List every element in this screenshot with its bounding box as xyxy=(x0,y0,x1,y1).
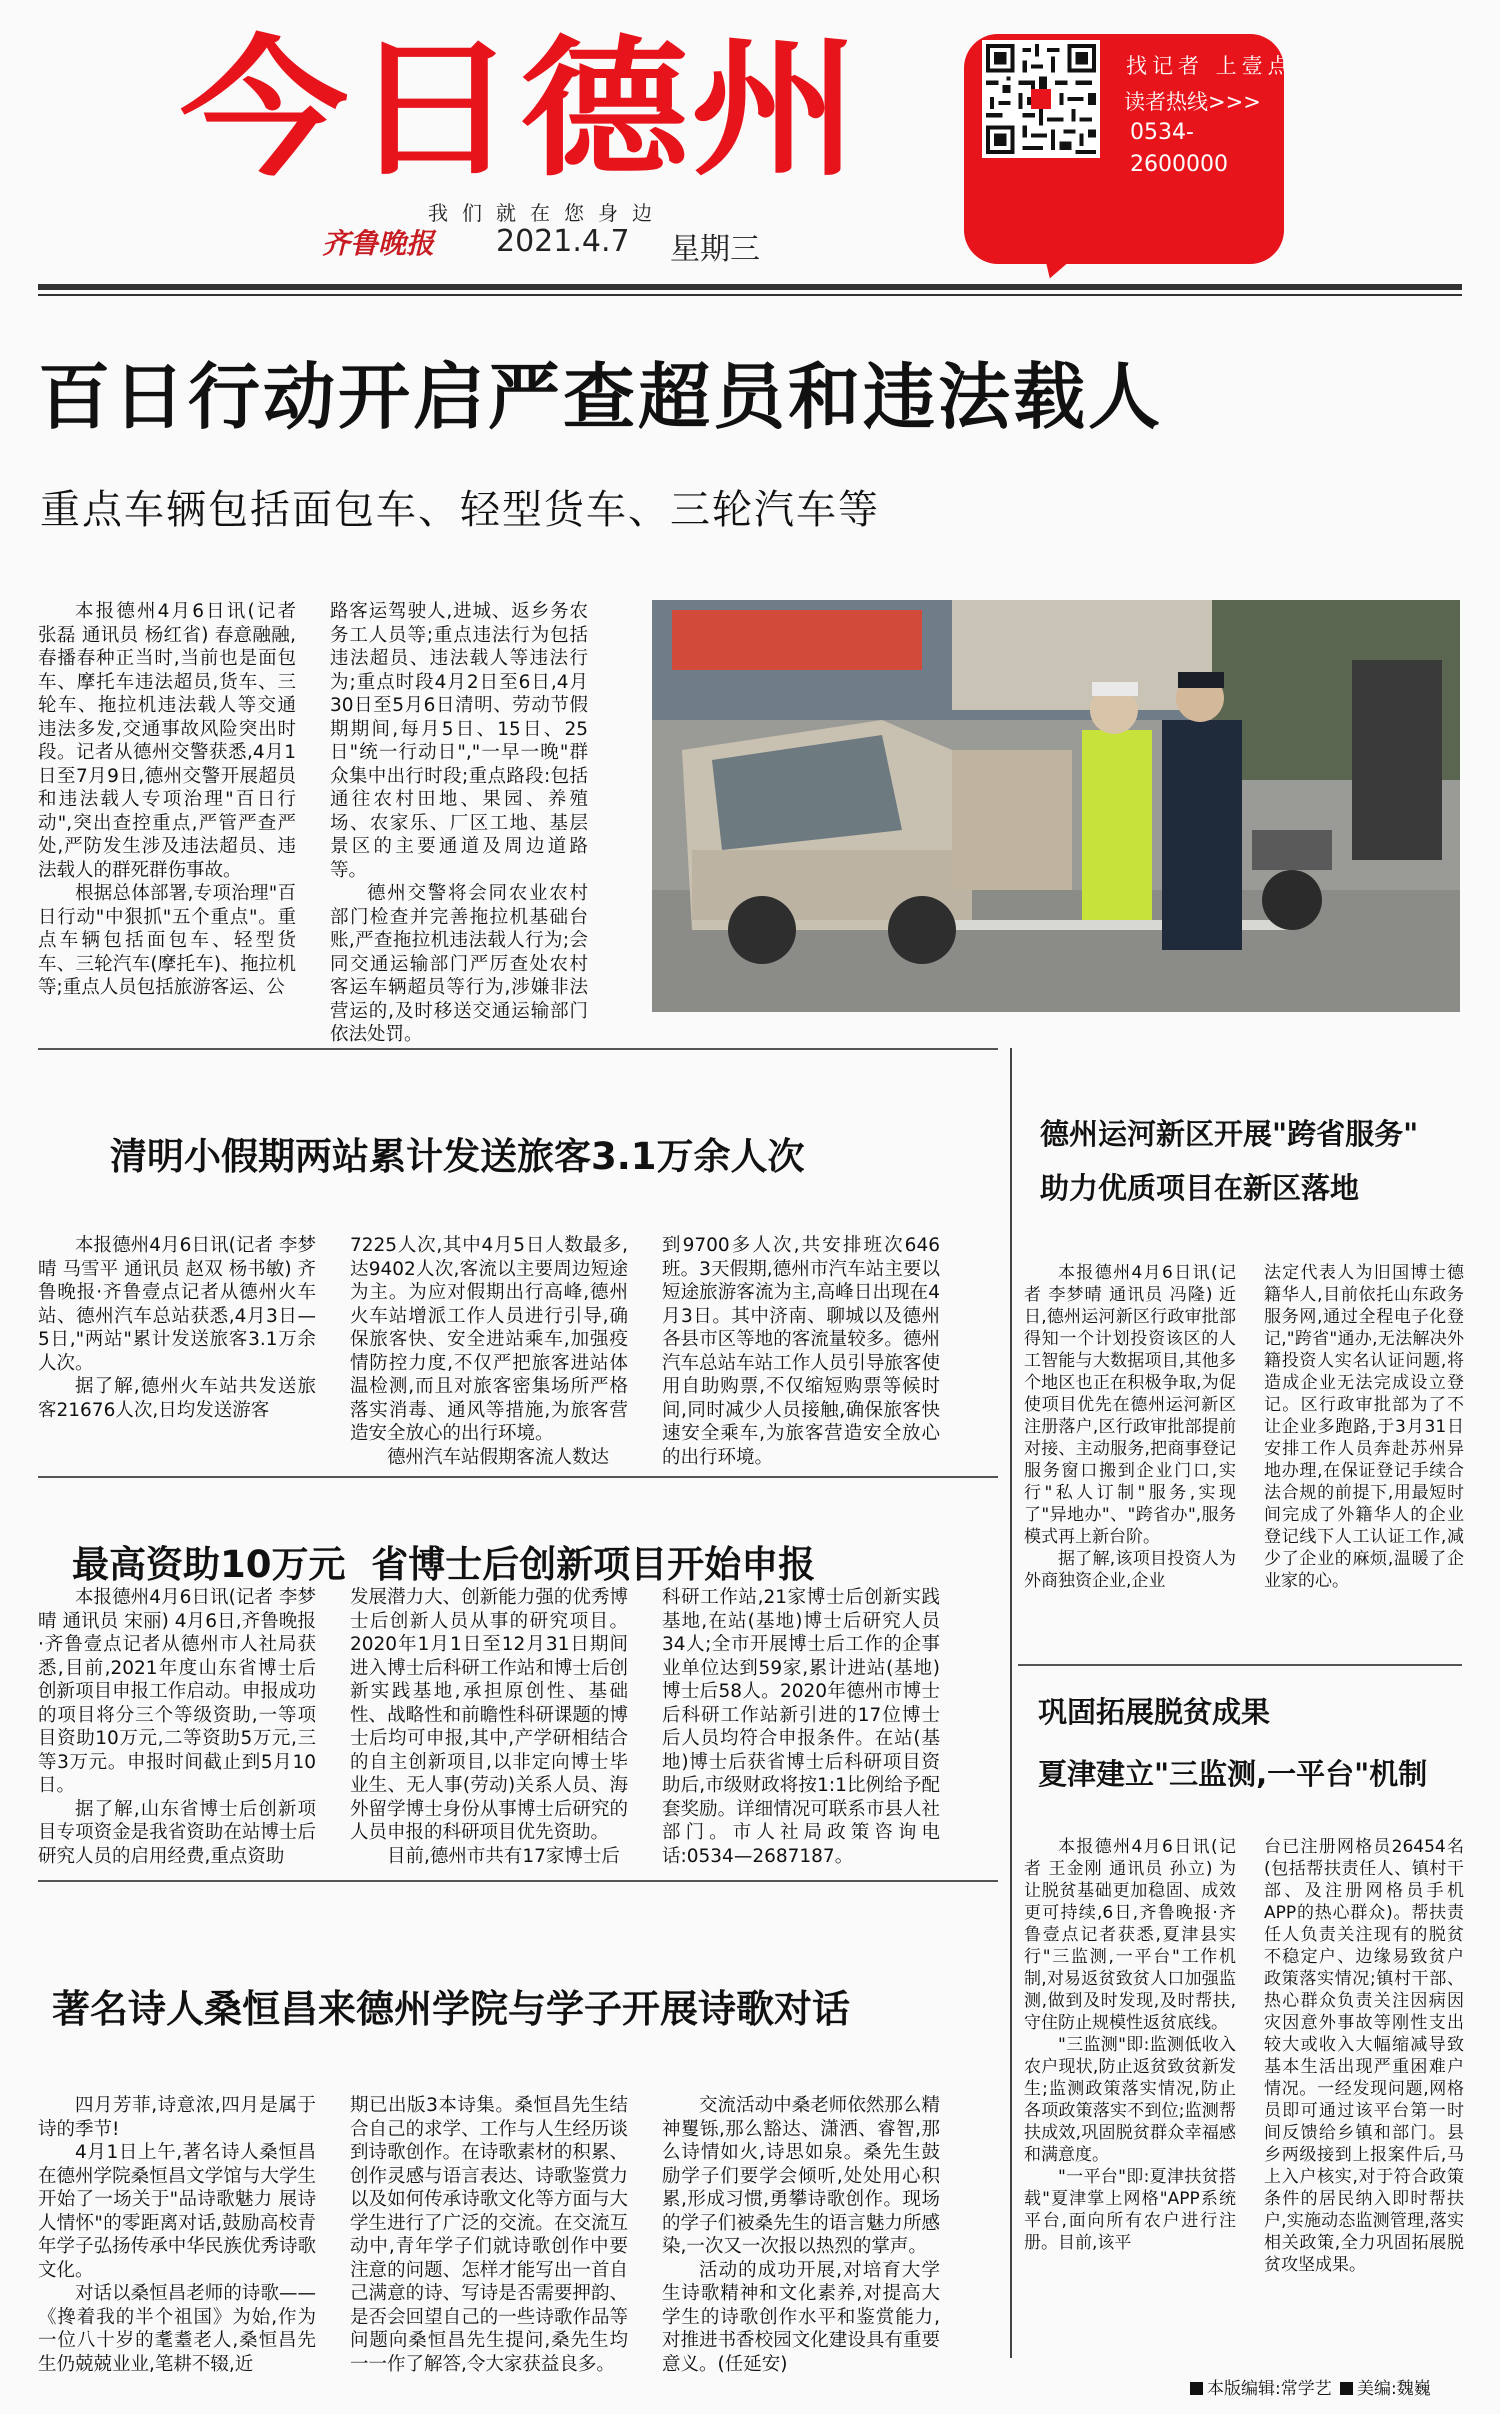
masthead-brand-logo: 齐鲁晚报 xyxy=(322,227,435,260)
station-column-2 xyxy=(350,1234,628,1468)
paragraph: 据了解,山东省博士后创新项目专项资金是我省资助在站博士后研究人员的启用经费,重点资助 xyxy=(38,1798,316,1867)
paragraph: 交流活动中桑老师依然那么精神矍铄,那么豁达、潇洒、睿智,那么诗情如火,诗思如泉。桑先生鼓励学子们要学会倾听,处处用心积累,形成习惯,勇攀诗歌创作。现场的学子们被桑先生的语言魅力所感染,一次又一次报以热烈的掌声。 xyxy=(662,2095,940,2257)
poverty-headline-line1: 巩固拓展脱贫成果 xyxy=(1038,1695,1271,1729)
paragraph: 本报德州4月6日讯(记者 李梦晴 马雪平 通讯员 赵双 杨书敏) 齐鲁晚报·齐鲁壹点记者从德州火车站、德州汽车总站获悉,4月3日—5日,"两站"累计发送旅客3.1万余人次。 xyxy=(38,1235,316,1374)
paragraph: 期已出版3本诗集。桑恒昌先生结合自己的求学、工作与人生经历谈到诗歌创作。在诗歌素材的积累、创作灵感与语言表达、诗歌鉴赏力以及如何传承诗歌文化等方面与大学生进行了广泛的交流。在交流互动中,青年学子们就诗歌创作中要注意的问题、怎样才能写出一首自己满意的诗、写诗是否需要押韵、是否会回望自己的一些诗歌作品等问题向桑恒昌先生提问,桑先生均一一作了解答,令大家获益良多。 xyxy=(350,2095,628,2375)
paragraph: 4月1日上午,著名诗人桑恒昌在德州学院桑恒昌文学馆与大学生开始了一场关于"品诗歌魅力 展诗人情怀"的零距离对话,鼓励高校青年学子弘扬传承中华民族优秀诗歌文化。 xyxy=(38,2142,316,2281)
hotline-number-prefix: 0534- xyxy=(1130,120,1194,145)
paragraph: 德州交警将会同农业农村部门检查并完善拖拉机基础台账,严查拖拉机违法载人行为;会同交通运输部门严厉查处农村客运车辆超员等行为,涉嫌非法营运的,及时移送交通运输部门依法处罚。 xyxy=(330,883,588,1045)
paragraph: "一平台"即:夏津扶贫搭载"夏津掌上网格"APP系统平台,面向所有农户进行注册。目前,该平 xyxy=(1024,2167,1236,2253)
qr-code-icon[interactable] xyxy=(982,40,1100,158)
masthead-slogan: 我们就在您身边 xyxy=(428,201,666,225)
paragraph: 科研工作站,21家博士后创新实践基地,在站(基地)博士后研究人员34人;全市开展博士后工作的企事业单位达到59家,累计进站(基地)博士后58人。2020年德州市博士后科研工作站新引进的17位博士后人员均符合申报条件。在站(基地)博士后获省博士后科研项目资助后,市级财政将按1:1比例给予配套奖励。详细情况可联系市县人社部门。市人社局政策咨询电话:0534—2687187。 xyxy=(662,1587,940,1867)
paragraph: 路客运驾驶人,进城、返乡务农务工人员等;重点违法行为包括违法超员、违法载人等违法行为;重点时段4月2日至6日,4月30日至5月6日清明、劳动节假期期间,每月5日、15日、25日"统一行动日","一早一晚"群众集中出行时段;重点路段:包括通往农村田地、果园、养殖场、农家乐、厂区工地、基层景区的主要通道及周边道路等。 xyxy=(330,601,588,881)
poverty-headline-line2: 夏津建立"三监测,一平台"机制 xyxy=(1038,1757,1428,1791)
lead-column-2 xyxy=(330,600,588,1045)
canal-column-1 xyxy=(1024,1262,1236,1662)
paragraph: 7225人次,其中4月5日人数最多,达9402人次,客流以主要周边短途为主。为应对假期出行高峰,德州火车站增派工作人员进行引导,确保旅客快、安全进站乘车,加强疫情防控力度,不仅严把旅客进站体温检测,而且对旅客密集场所严格落实消毒、通风等措施,为旅客营造安全放心的出行环境。 xyxy=(350,1235,628,1444)
station-column-1 xyxy=(38,1234,316,1458)
poet-column-2 xyxy=(350,2094,628,2375)
section-divider xyxy=(38,1880,998,1882)
issue-date: 2021.4.7 xyxy=(496,224,630,259)
postdoc-headline: 最高资助10万元 省博士后创新项目开始申报 xyxy=(72,1543,816,1586)
poverty-column-1 xyxy=(1024,1836,1236,2350)
paragraph: 本报德州4月6日讯(记者 李梦晴 通讯员 冯隆) 近日,德州运河新区行政审批部得知一个计划投资该区的人工智能与大数据项目,其他多个地区也正在积极争取,为促使项目优先在德州运河新区注册落户,区行政审批部提前对接、主动服务,把商事登记服务窗口搬到企业门口,实行"私人订制"服务,实现了"异地办"、"跨省办",服务模式再上新台阶。 xyxy=(1024,1263,1236,1547)
masthead-title-text: 今日德州 xyxy=(180,21,861,197)
paragraph: 目前,德州市共有17家博士后 xyxy=(387,1845,620,1867)
poverty-column-2 xyxy=(1264,1836,1464,2350)
poet-column-3 xyxy=(662,2094,940,2375)
masthead-rule xyxy=(38,284,1462,290)
section-divider xyxy=(1018,1664,1462,1666)
footer-editor-text: 本版编辑:常学艺 xyxy=(1207,2379,1332,2399)
paragraph: 对话以桑恒昌老师的诗歌——《搀着我的半个祖国》为始,作为一位八十岁的耄耋老人,桑恒昌先生仍兢兢业业,笔耕不辍,近 xyxy=(38,2283,316,2375)
poet-headline: 著名诗人桑恒昌来德州学院与学子开展诗歌对话 xyxy=(52,1987,851,2031)
square-bullet-icon xyxy=(1340,2382,1353,2395)
station-column-3 xyxy=(662,1234,940,1468)
paragraph: 本报德州4月6日讯(记者 王金刚 通讯员 孙立) 为让脱贫基础更加稳固、成效更可持续,6日,齐鲁晚报·齐鲁壹点记者获悉,夏津县实行"三监测,一平台"工作机制,对易返贫致贫人口加强监测,做到及时发现,及时帮扶,守住防止规模性返贫底线。 xyxy=(1024,1837,1236,2033)
paragraph: 法定代表人为旧国博士德籍华人,目前依托山东政务服务网,通过全程电子化登记,"跨省"通办,无法解决外籍投资人实名认证问题,将造成企业无法完成设立登记。区行政审批部为了不让企业多跑路,于3月31日安排工作人员奔赴苏州异地办理,在保证登记手续合法合规的前提下,用最短时间完成了外籍华人的企业登记线下人工认证工作,减少了企业的麻烦,温暖了企业家的心。 xyxy=(1264,1263,1464,1591)
paragraph: 本报德州4月6日讯(记者 张磊 通讯员 杨红省) 春意融融,春播春种正当时,当前也是面包车、摩托车违法超员,货车、三轮车、拖拉机违法载人等交通违法多发,交通事故风险突出时段。记者从德州交警获悉,4月1日至7月9日,德州交警开展超员和违法载人专项治理"百日行动",突出查控重点,严管严查严处,严防发生涉及违法超员、违法载人的群死群伤事故。 xyxy=(38,601,296,881)
qr-caption-hotline-label: 读者热线>>> xyxy=(1124,90,1261,114)
lead-column-1 xyxy=(38,600,296,1024)
canal-headline-line2: 助力优质项目在新区落地 xyxy=(1040,1171,1360,1205)
footer-editor-credit xyxy=(1190,2374,1332,2399)
paragraph: 根据总体部署,专项治理"百日行动"中狠抓"五个重点"。重点车辆包括面包车、轻型货车、三轮汽车(摩托车)、拖拉机等;重点人员包括旅游客运、公 xyxy=(38,883,296,998)
paragraph: 到9700多人次,共安排班次646班。3天假期,德州市汽车站主要以短途旅游客流为主,高峰日出现在4月3日。其中济南、聊城以及德州各县市区等地的客流量较多。德州汽车总站车站工作人员引导旅客使用自助购票,不仅缩短购票等候时间,同时减少人员接触,确保旅客快速安全乘车,为旅客营造安全放心的出行环境。 xyxy=(662,1235,940,1468)
postdoc-column-2 xyxy=(350,1586,628,1867)
footer-art-text: 美编:魏巍 xyxy=(1357,2379,1431,2399)
paragraph: 发展潜力大、创新能力强的优秀博士后创新人员从事的研究项目。2020年1月1日至12月31日期间进入博士后科研工作站和博士后创新实践基地,承担原创性、基础性、战略性和前瞻性科研课题的博士后均可申报,其中,产学研相结合的自主创新项目,以非定向博士毕业生、无人事(劳动)关系人员、海外留学博士身份从事博士后研究的人员申报的科研项目优先资助。 xyxy=(350,1587,628,1843)
paragraph: 德州汽车站假期客流人数达 xyxy=(387,1446,610,1468)
poet-column-1 xyxy=(38,2094,316,2375)
square-bullet-icon xyxy=(1190,2382,1203,2395)
issue-weekday: 星期三 xyxy=(670,232,760,267)
paragraph: 本报德州4月6日讯(记者 李梦晴 通讯员 宋丽) 4月6日,齐鲁晚报·齐鲁壹点记者从德州市人社局获悉,目前,2021年度山东省博士后创新项目申报工作启动。申报成功的项目将分三个等级资助,一等项目资助10万元,二等资助5万元,三等3万元。申报时间截止到5月10日。 xyxy=(38,1587,316,1796)
postdoc-column-3 xyxy=(662,1586,940,1867)
paragraph: 台已注册网格员26454名(包括帮扶责任人、镇村干部、及注册网格员手机APP的热心群众)。帮扶责任人负责关注现有的脱贫不稳定户、边缘易致贫户政策落实情况;镇村干部、热心群众负责关注因病因灾因意外事故等刚性支出较大或收入大幅缩减导致基本生活出现严重困难户情况。一经发现问题,网格员即可通过该平台第一时间反馈给乡镇和部门。县乡两级接到上报案件后,马上入户核实,对于符合政策条件的居民纳入即时帮扶户,实施动态监测管理,落实相关政策,全力巩固拓展脱贫攻坚成果。 xyxy=(1264,1837,1464,2275)
hotline-number: 2600000 xyxy=(1130,152,1228,177)
footer-art-credit xyxy=(1340,2374,1431,2399)
paragraph: 据了解,该项目投资人为外商独资企业,企业 xyxy=(1024,1549,1236,1591)
paragraph: 据了解,德州火车站共发送旅客21676人次,日均发送游客 xyxy=(38,1376,316,1421)
section-divider xyxy=(38,1048,998,1050)
masthead-rule-thin xyxy=(38,294,1462,296)
sidebar-vertical-rule xyxy=(1010,1048,1012,2358)
paragraph: 四月芳菲,诗意浓,四月是属于诗的季节! xyxy=(38,2095,316,2140)
lead-subheadline: 重点车辆包括面包车、轻型货车、三轮汽车等 xyxy=(40,487,880,533)
qr-caption-find-reporter: 找记者 上壹点 xyxy=(1126,54,1294,78)
canal-headline-line1: 德州运河新区开展"跨省服务" xyxy=(1040,1117,1419,1151)
paragraph: "三监测"即:监测低收入农户现状,防止返贫致贫新发生;监测政策落实情况,防止各项政策落实不到位;监测帮扶成效,巩固脱贫群众幸福感和满意度。 xyxy=(1024,2035,1236,2165)
lead-headline: 百日行动开启严查超员和违法载人 xyxy=(38,355,1164,439)
masthead-title xyxy=(180,21,861,197)
station-headline: 清明小假期两站累计发送旅客3.1万余人次 xyxy=(110,1135,805,1178)
paragraph: 活动的成功开展,对培育大学生诗歌精神和文化素养,对提高大学生的诗歌创作水平和鉴赏能力,对推进书香校园文化建设具有重要意义。(任延安) xyxy=(662,2259,940,2375)
postdoc-column-1 xyxy=(38,1586,316,1867)
traffic-police-inspection-photo xyxy=(652,600,1460,1012)
section-divider xyxy=(38,1476,998,1478)
canal-column-2 xyxy=(1264,1262,1464,1662)
